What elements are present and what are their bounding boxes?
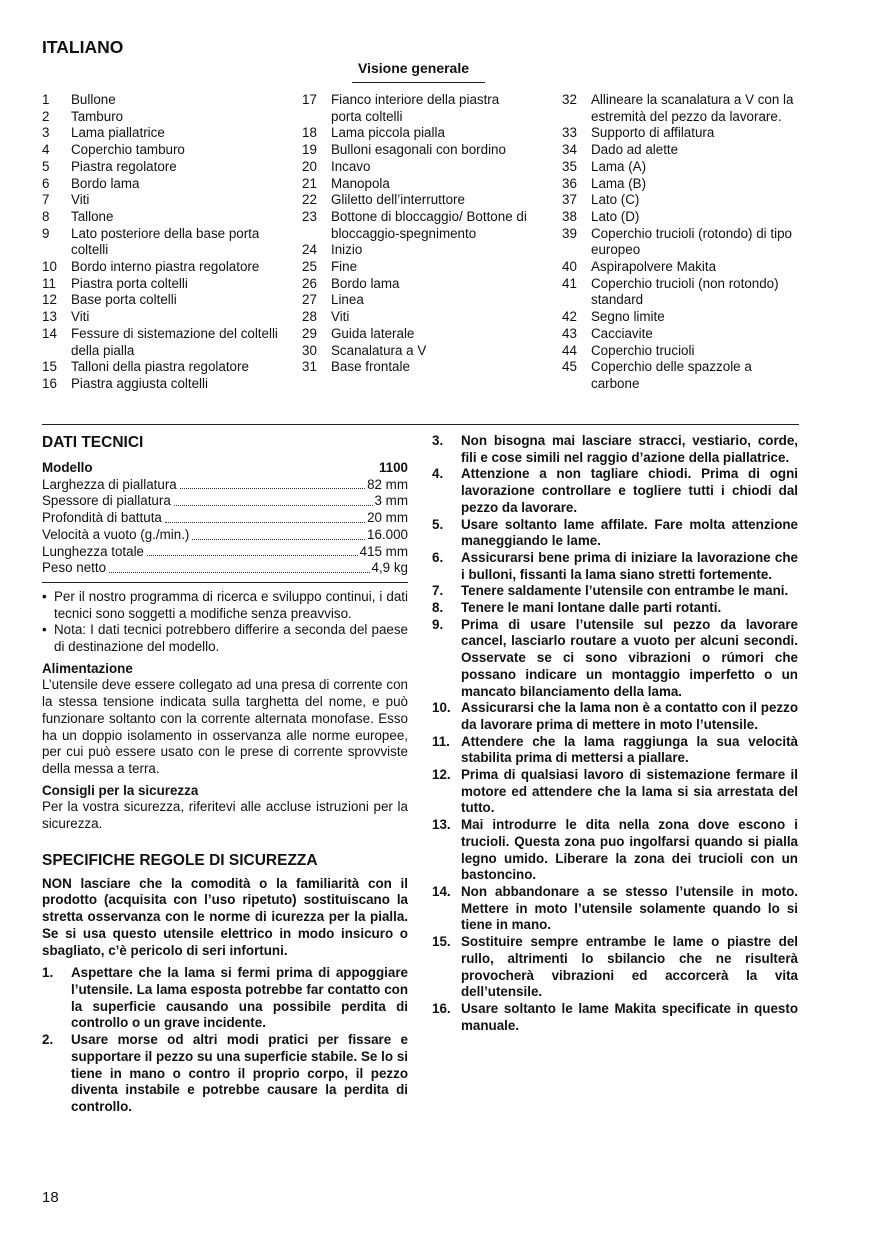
- part-item: [42, 125, 282, 142]
- rule-item: [432, 767, 798, 817]
- part-name: Tallone: [71, 208, 114, 224]
- part-number: 3: [42, 125, 50, 141]
- part-item: [302, 292, 527, 309]
- part-name: Guida laterale: [331, 325, 415, 341]
- spec-leader-dots: [147, 554, 358, 556]
- specs-model-value: 1100: [378, 460, 408, 475]
- part-number: 42: [562, 309, 577, 325]
- rule-number: 4.: [432, 466, 444, 482]
- part-name: Bullone: [71, 92, 116, 107]
- part-number: 32: [562, 92, 577, 107]
- rule-item: [432, 583, 798, 600]
- part-name: Piastra porta coltelli: [71, 275, 188, 291]
- rule-number: 16.: [432, 1000, 451, 1016]
- power-title: Alimentazione: [42, 660, 133, 676]
- part-number: 40: [562, 259, 577, 275]
- spec-value: 82 mm: [367, 476, 408, 492]
- part-name: Lama (A): [591, 158, 647, 174]
- rules-intro: NON lasciare che la comodità o la familiarità con il prodotto (acquisita con l’uso ripetuto) sostituiscano la stretta osservanza con le norme di icurezza per la pialla. Se si usa questo utensile elettrico in modo insicuro o sbagliato, c’è pericolo di seri infortuni.: [42, 875, 408, 958]
- part-item: [302, 326, 527, 343]
- part-name: Coperchio tamburo: [71, 142, 185, 158]
- part-item: [562, 276, 802, 309]
- part-item: [42, 109, 282, 126]
- rule-item: [432, 700, 798, 733]
- spec-value: 3 mm: [374, 493, 408, 509]
- part-number: 9: [42, 225, 50, 241]
- part-number: 10: [42, 259, 57, 275]
- spec-label: Profondità di battuta: [42, 510, 162, 526]
- rule-number: 10.: [432, 700, 451, 716]
- part-item: [562, 309, 802, 326]
- specs-table: [42, 477, 408, 577]
- rule-item: [432, 884, 798, 934]
- rule-item: [432, 466, 798, 516]
- part-name: Coperchio delle spazzole a carbone: [591, 359, 752, 391]
- part-item: [42, 209, 282, 226]
- spec-row: [42, 510, 408, 527]
- safety-tips-text: Per la vostra sicurezza, riferitevi alle accluse istruzioni per la sicurezza.: [42, 799, 408, 832]
- part-name: Lama (B): [591, 175, 647, 191]
- spec-note: [42, 589, 408, 622]
- section-divider: [42, 424, 799, 425]
- part-name: Coperchio trucioli (non rotondo) standard: [591, 275, 779, 308]
- part-name: Cacciavite: [591, 325, 653, 341]
- part-name: Supporto di affilatura: [591, 125, 715, 141]
- rule-item: [42, 965, 408, 1032]
- rule-text: Usare morse od altri modi pratici per fissare e supportare il pezzo su una superficie stabile. Se lo si tiene in mano o contro il proprio corpo, il pezzo diventa instabile e potrebbe causare la perdita di controllo.: [71, 1032, 408, 1114]
- part-name: Lama piallatrice: [71, 125, 165, 141]
- part-name: Bulloni esagonali con bordino: [331, 142, 506, 158]
- power-text: L’utensile deve essere collegato ad una presa di corrente con la stessa tensione indicata sulla targhetta del nome, e può funzionare soltanto con la corrente alternata monofase. Esso ha un doppio isolamento in osservanza alle norme europee, per cui può essere usato con le prese di corrente sprovviste della messa a terra.: [42, 677, 408, 776]
- part-number: 21: [302, 175, 317, 191]
- part-name: Piastra aggiusta coltelli: [71, 375, 208, 391]
- part-name: Linea: [331, 292, 364, 308]
- part-number: 41: [562, 275, 577, 291]
- specs-separator: [42, 582, 408, 583]
- part-item: [562, 209, 802, 226]
- part-number: 44: [562, 342, 577, 358]
- part-item: [302, 92, 527, 125]
- part-item: [302, 125, 527, 142]
- rule-number: 14.: [432, 883, 451, 899]
- part-item: [562, 176, 802, 193]
- part-name: Dado ad alette: [591, 142, 679, 158]
- rule-number: 11.: [432, 733, 450, 749]
- part-item: [42, 159, 282, 176]
- part-number: 5: [42, 158, 50, 174]
- part-number: 1: [42, 92, 50, 107]
- rule-text: Aspettare che la lama si fermi prima di appoggiare l’utensile. La lama esposta potrebbe far contatto con la superficie causando una possibile perdita di controllo o un grave incidente.: [71, 965, 408, 1031]
- part-item: [562, 92, 802, 125]
- spec-label: Velocità a vuoto (g./min.): [42, 526, 190, 542]
- part-number: 29: [302, 325, 317, 341]
- part-item: [42, 326, 282, 359]
- part-item: [302, 209, 527, 242]
- spec-row: [42, 544, 408, 561]
- rule-number: 8.: [432, 600, 444, 616]
- part-name: Lato (C): [591, 192, 640, 208]
- part-item: [42, 359, 282, 376]
- part-number: 30: [302, 342, 317, 358]
- part-number: 18: [302, 125, 317, 141]
- rule-number: 6.: [432, 549, 444, 565]
- part-name: Viti: [331, 309, 350, 325]
- part-item: [562, 326, 802, 343]
- spec-note-text: Per il nostro programma di ricerca e sviluppo continui, i dati tecnici sono soggetti a modifiche senza preavviso.: [54, 588, 408, 621]
- rule-number: 1.: [42, 965, 54, 981]
- spec-row: [42, 493, 408, 510]
- spec-label: Lunghezza totale: [42, 543, 144, 559]
- overview-title: Visione generale: [358, 60, 470, 76]
- part-item: [562, 259, 802, 276]
- rule-item: [432, 1001, 798, 1034]
- spec-note: [42, 622, 408, 655]
- part-name: Bottone di bloccaggio/ Bottone di bloccaggio-spegnimento: [331, 208, 527, 241]
- rule-number: 12.: [432, 767, 451, 783]
- part-name: Scanalatura a V: [331, 342, 427, 358]
- part-item: [562, 159, 802, 176]
- spec-leader-dots: [109, 571, 369, 573]
- rule-item: [42, 1032, 408, 1116]
- bullet-marker: •: [42, 622, 47, 638]
- part-item: [302, 159, 527, 176]
- specs-model-label: Modello: [42, 460, 93, 475]
- part-name: Allineare la scanalatura a V con la estremità del pezzo da lavorare.: [591, 92, 794, 124]
- part-item: [302, 359, 527, 376]
- part-number: 28: [302, 309, 317, 325]
- part-item: [302, 276, 527, 293]
- part-name: Talloni della piastra regolatore: [71, 359, 249, 375]
- language-heading: ITALIANO: [42, 37, 124, 57]
- part-item: [302, 176, 527, 193]
- part-name: Viti: [71, 192, 90, 208]
- part-item: [302, 142, 527, 159]
- part-name: Manopola: [331, 175, 390, 191]
- part-name: Aspirapolvere Makita: [591, 259, 717, 275]
- rule-item: [432, 617, 798, 701]
- rule-item: [432, 817, 798, 884]
- part-item: [42, 176, 282, 193]
- part-number: 31: [302, 359, 317, 375]
- part-number: 43: [562, 325, 577, 341]
- rule-number: 9.: [432, 616, 444, 632]
- part-name: Piastra regolatore: [71, 158, 177, 174]
- rule-text: Assicurarsi che la lama non è a contatto con il pezzo da lavorare prima di mettere in moto l’utensile.: [461, 700, 798, 732]
- specs-notes: [42, 589, 408, 656]
- part-name: Inizio: [331, 242, 363, 258]
- rule-item: [432, 517, 798, 550]
- rule-text: Attenzione a non tagliare chiodi. Prima di ogni lavorazione controllare e togliere tutti i chiodi dal pezzo da lavorare.: [461, 466, 798, 515]
- parts-list-column-1: [42, 92, 282, 393]
- spec-label: Spessore di piallatura: [42, 493, 171, 509]
- spec-label: Larghezza di piallatura: [42, 476, 177, 492]
- part-number: 16: [42, 375, 57, 391]
- rule-text: Sostituire sempre entrambe le lame o piastre del rullo, altrimenti lo sbilancio che ne risulterà provocherà vibrazioni ed accorcerà la vita dell’utensile.: [461, 934, 798, 1000]
- part-item: [42, 259, 282, 276]
- rule-text: Tenere saldamente l’utensile con entrambe le mani.: [461, 583, 789, 599]
- part-name: Fianco interiore della piastra porta coltelli: [331, 92, 500, 124]
- part-name: Coperchio trucioli (rotondo) di tipo europeo: [591, 225, 792, 258]
- rule-text: Prima di qualsiasi lavoro di sistemazione fermare il motore ed attendere che la lama si sia arrestata del tutto.: [461, 767, 798, 816]
- rule-number: 2.: [42, 1032, 54, 1048]
- part-item: [42, 376, 282, 393]
- part-number: 20: [302, 158, 317, 174]
- part-item: [42, 309, 282, 326]
- rules-list-right: [432, 433, 798, 1034]
- safety-tips-title: Consigli per la sicurezza: [42, 782, 199, 798]
- spec-value: 20 mm: [367, 510, 408, 526]
- spec-value: 4,9 kg: [371, 560, 408, 576]
- part-name: Bordo lama: [71, 175, 140, 191]
- specs-title: DATI TECNICI: [42, 434, 144, 451]
- spec-value: 16.000: [367, 526, 408, 542]
- rule-number: 13.: [432, 817, 451, 833]
- spec-note-text: Nota: I dati tecnici potrebbero differire a seconda del paese di destinazione del modello.: [54, 622, 408, 655]
- rules-title: SPECIFICHE REGOLE DI SICUREZZA: [42, 851, 318, 869]
- part-name: Tamburo: [71, 108, 124, 124]
- spec-leader-dots: [192, 538, 365, 540]
- part-name: Viti: [71, 309, 90, 325]
- part-number: 24: [302, 242, 317, 258]
- part-number: 22: [302, 192, 317, 208]
- parts-list-column-3: [562, 92, 802, 393]
- part-item: [562, 343, 802, 360]
- right-column: [432, 433, 798, 1034]
- part-item: [562, 125, 802, 142]
- spec-row: [42, 560, 408, 577]
- bullet-marker: •: [42, 588, 47, 604]
- spec-leader-dots: [165, 521, 365, 523]
- part-number: 27: [302, 292, 317, 308]
- rule-text: Attendere che la lama raggiunga la sua velocità stabilita prima di mettersi a piallare.: [461, 733, 798, 766]
- part-number: 26: [302, 275, 317, 291]
- part-name: Base frontale: [331, 359, 410, 375]
- rule-text: Tenere le mani lontane dalle parti rotanti.: [461, 600, 722, 616]
- part-number: 25: [302, 259, 317, 275]
- spec-row: [42, 477, 408, 494]
- rule-text: Prima di usare l’utensile sul pezzo da lavorare cancel, lasciarlo routare a vuoto per alcuni secondi. Osservate se ci sono vibrazioni o rúmori che possano indicare un montaggio imperfetto o un mancato bilanciamento della lama.: [461, 616, 798, 699]
- spec-leader-dots: [174, 504, 373, 506]
- part-number: 33: [562, 125, 577, 141]
- rule-number: 5.: [432, 516, 444, 532]
- part-item: [302, 259, 527, 276]
- spec-leader-dots: [180, 487, 365, 489]
- rule-item: [432, 550, 798, 583]
- part-number: 4: [42, 142, 50, 158]
- part-item: [302, 192, 527, 209]
- rule-text: Assicurarsi bene prima di iniziare la lavorazione che i bulloni, fissanti la lama siano stretti fortemente.: [461, 549, 798, 582]
- part-number: 6: [42, 175, 50, 191]
- rule-item: [432, 734, 798, 767]
- spec-row: [42, 527, 408, 544]
- part-item: [302, 242, 527, 259]
- part-number: 8: [42, 208, 50, 224]
- part-name: Lato (D): [591, 208, 640, 224]
- overview-title-underline: [352, 82, 485, 83]
- part-item: [42, 292, 282, 309]
- part-item: [42, 192, 282, 209]
- rule-item: [432, 934, 798, 1001]
- part-item: [42, 226, 282, 259]
- part-item: [302, 309, 527, 326]
- part-name: Gliletto dell’interruttore: [331, 192, 465, 208]
- part-item: [42, 92, 282, 109]
- rule-text: Non bisogna mai lasciare stracci, vestiario, corde, fili e cose simili nel raggio d’azione della piallatrice.: [461, 433, 798, 465]
- part-item: [42, 276, 282, 293]
- rule-text: Non abbandonare a se stesso l’utensile in moto. Mettere in moto l’utensile solamente quando lo si tiene in mano.: [461, 883, 798, 933]
- part-item: [562, 359, 802, 392]
- part-number: 36: [562, 175, 577, 191]
- page-number: 18: [42, 1189, 59, 1206]
- part-item: [562, 226, 802, 259]
- parts-list-column-2: [302, 92, 527, 376]
- rule-item: [432, 433, 798, 466]
- part-number: 12: [42, 292, 57, 308]
- part-name: Coperchio trucioli: [591, 342, 695, 358]
- specs-model-row: [42, 460, 408, 477]
- part-name: Fine: [331, 259, 358, 275]
- part-number: 38: [562, 208, 577, 224]
- part-name: Incavo: [331, 158, 371, 174]
- part-name: Lama piccola pialla: [331, 125, 445, 141]
- left-column: [42, 433, 408, 1116]
- part-name: Segno limite: [591, 309, 665, 325]
- part-number: 19: [302, 142, 317, 158]
- part-number: 7: [42, 192, 50, 208]
- spec-value: 415 mm: [359, 543, 408, 559]
- part-number: 37: [562, 192, 577, 208]
- part-item: [562, 142, 802, 159]
- part-name: Fessure di sistemazione del coltelli della pialla: [71, 325, 278, 358]
- part-item: [562, 192, 802, 209]
- part-name: Base porta coltelli: [71, 292, 177, 308]
- part-item: [302, 343, 527, 360]
- part-number: 14: [42, 325, 57, 341]
- rule-number: 7.: [432, 583, 444, 599]
- part-number: 45: [562, 359, 577, 375]
- part-number: 17: [302, 92, 317, 107]
- rule-number: 15.: [432, 934, 451, 950]
- part-number: 35: [562, 158, 577, 174]
- rule-text: Mai introdurre le dita nella zona dove escono i trucioli. Questa zona puo ingolfarsi quando si pialla legno umido. Liberare la zona dei trucioli con un bastoncino.: [461, 817, 798, 883]
- part-number: 2: [42, 108, 50, 124]
- rule-text: Usare soltanto le lame Makita specificate in questo manuale.: [461, 1000, 798, 1033]
- part-number: 23: [302, 208, 317, 224]
- part-number: 11: [42, 275, 56, 291]
- part-name: Lato posteriore della base porta coltelli: [71, 225, 260, 258]
- rule-item: [432, 600, 798, 617]
- rules-list-left: [42, 965, 408, 1115]
- part-number: 13: [42, 309, 57, 325]
- spec-label: Peso netto: [42, 560, 107, 576]
- rule-number: 3.: [432, 433, 444, 448]
- part-number: 39: [562, 225, 577, 241]
- part-number: 15: [42, 359, 57, 375]
- part-number: 34: [562, 142, 577, 158]
- part-name: Bordo interno piastra regolatore: [71, 259, 260, 275]
- part-name: Bordo lama: [331, 275, 400, 291]
- part-item: [42, 142, 282, 159]
- rule-text: Usare soltanto lame affilate. Fare molta attenzione maneggiando le lame.: [461, 516, 798, 549]
